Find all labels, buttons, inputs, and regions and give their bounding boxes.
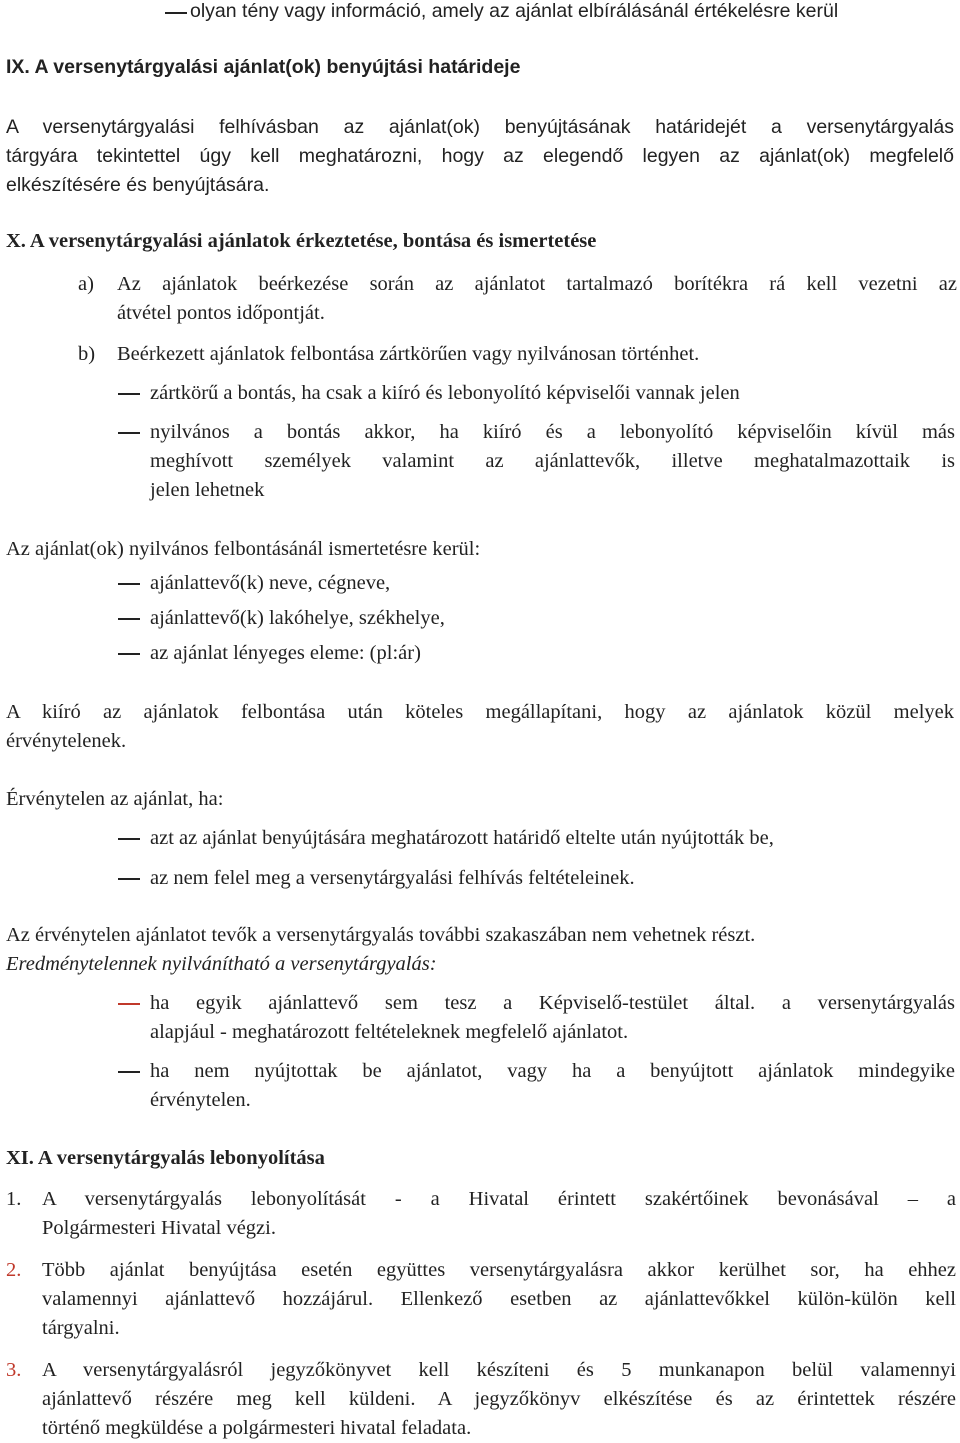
item-a-line: átvétel pontos időpontját.	[117, 302, 325, 324]
list-item: érvénytelen.	[150, 1089, 251, 1111]
list-item: jelen lehetnek	[150, 479, 265, 501]
list-item: az ajánlat lényeges eleme: (pl:ár)	[150, 642, 421, 664]
list-item: ajánlattevő(k) lakóhelye, székhelye,	[150, 607, 445, 629]
dash-bullet-icon	[118, 583, 140, 585]
numbered-item-line: történő megküldése a polgármesteri hivatal feladata.	[42, 1417, 472, 1439]
numbered-item-line: A versenytárgyalásról jegyzőkönyvet kell készíteni és 5 munkanapon belül valamennyi	[42, 1359, 956, 1381]
list-item: azt az ajánlat benyújtására meghatározott határidő eltelte után nyújtották be,	[150, 827, 774, 849]
issuer-para-line: A kiíró az ajánlatok felbontása után köteles megállapítani, hogy az ajánlatok közül melyek	[6, 701, 954, 723]
list-item: meghívott személyek valamint az ajánlattevők, illetve meghatalmazottaik is	[150, 450, 955, 472]
list-item: nyilvános a bontás akkor, ha kiíró és a lebonyolító képviselőin kívül más	[150, 421, 955, 443]
list-item: az nem felel meg a versenytárgyalási felhívás feltételeinek.	[150, 867, 635, 889]
dash-bullet-icon	[118, 653, 140, 655]
dash-bullet-icon	[118, 878, 140, 880]
item-a-line: Az ajánlatok beérkezése során az ajánlatot tartalmazó borítékra rá kell vezetni az	[117, 273, 957, 295]
numbered-item-line: A versenytárgyalás lebonyolítását - a Hivatal érintett szakértőinek bevonásával – a	[42, 1188, 956, 1210]
numbered-item-line: Több ajánlat benyújtása esetén együttes versenytárgyalásra akkor kerülhet sor, ha ehhez	[42, 1259, 956, 1281]
list-item: ha egyik ajánlattevő sem tesz a Képviselő-testület által. a versenytárgyalás	[150, 992, 955, 1014]
list-item: zártkörű a bontás, ha csak a kiíró és lebonyolító képviselői vannak jelen	[150, 382, 740, 404]
numbered-item-line: Polgármesteri Hivatal végzi.	[42, 1217, 276, 1239]
dash-bullet-icon	[118, 1003, 140, 1005]
invalid-intro: Érvénytelen az ajánlat, ha:	[6, 788, 224, 810]
dash-bullet-icon	[118, 1071, 140, 1073]
item-number: 2.	[6, 1259, 22, 1281]
issuer-para-line: érvénytelenek.	[6, 730, 127, 752]
numbered-item-line: ajánlattevő részére meg kell küldeni. A jegyzőkönyv elkészítése és az érintettek részére	[42, 1388, 956, 1410]
section-10-title: X. A versenytárgyalási ajánlatok érkeztetése, bontása és ismertetése	[6, 230, 597, 252]
item-a-label: a)	[78, 273, 94, 295]
item-b-line: Beérkezett ajánlatok felbontása zártkörűen vagy nyilvánosan történhet.	[117, 343, 700, 365]
dash-bullet-icon	[165, 12, 187, 14]
list-item: ha nem nyújtottak be ajánlatot, vagy ha a benyújtott ajánlatok mindegyike	[150, 1060, 955, 1082]
section-9-para-line: A versenytárgyalási felhívásban az ajánlat(ok) benyújtásának határidejét a versenytárgyalás	[6, 116, 954, 138]
dash-bullet-icon	[118, 432, 140, 434]
top-list-item: olyan tény vagy információ, amely az ajánlat elbírálásánál értékelésre kerül	[190, 0, 839, 22]
excluded-line: Az érvénytelen ajánlatot tevők a versenytárgyalás további szakaszában nem vehetnek részt.	[6, 924, 756, 946]
dash-bullet-icon	[118, 618, 140, 620]
item-b-label: b)	[78, 343, 96, 365]
section-9-para-line: tárgyára tekintettel úgy kell meghatározni, hogy az elegendő legyen az ajánlat(ok) megfelelő	[6, 145, 954, 167]
section-9-title: IX. A versenytárgyalási ajánlat(ok) benyújtási határideje	[6, 56, 521, 78]
list-item: ajánlattevő(k) neve, cégneve,	[150, 572, 391, 594]
numbered-item-line: tárgyalni.	[42, 1317, 120, 1339]
dash-bullet-icon	[118, 838, 140, 840]
section-9-para-line: elkészítésére és benyújtására.	[6, 174, 270, 196]
dash-bullet-icon	[118, 393, 140, 395]
item-number: 3.	[6, 1359, 22, 1381]
list-item: alapjául - meghatározott feltételeknek megfelelő ajánlatot.	[150, 1021, 629, 1043]
numbered-item-line: valamennyi ajánlattevő hozzájárul. Ellenkező esetben az ajánlattevőkkel külön-külön kell	[42, 1288, 956, 1310]
item-number: 1.	[6, 1188, 22, 1210]
unsuccessful-title: Eredménytelennek nyilvánítható a versenytárgyalás:	[6, 953, 437, 975]
section-11-title: XI. A versenytárgyalás lebonyolítása	[6, 1147, 325, 1169]
disclosed-intro: Az ajánlat(ok) nyilvános felbontásánál ismertetésre kerül:	[6, 538, 481, 560]
